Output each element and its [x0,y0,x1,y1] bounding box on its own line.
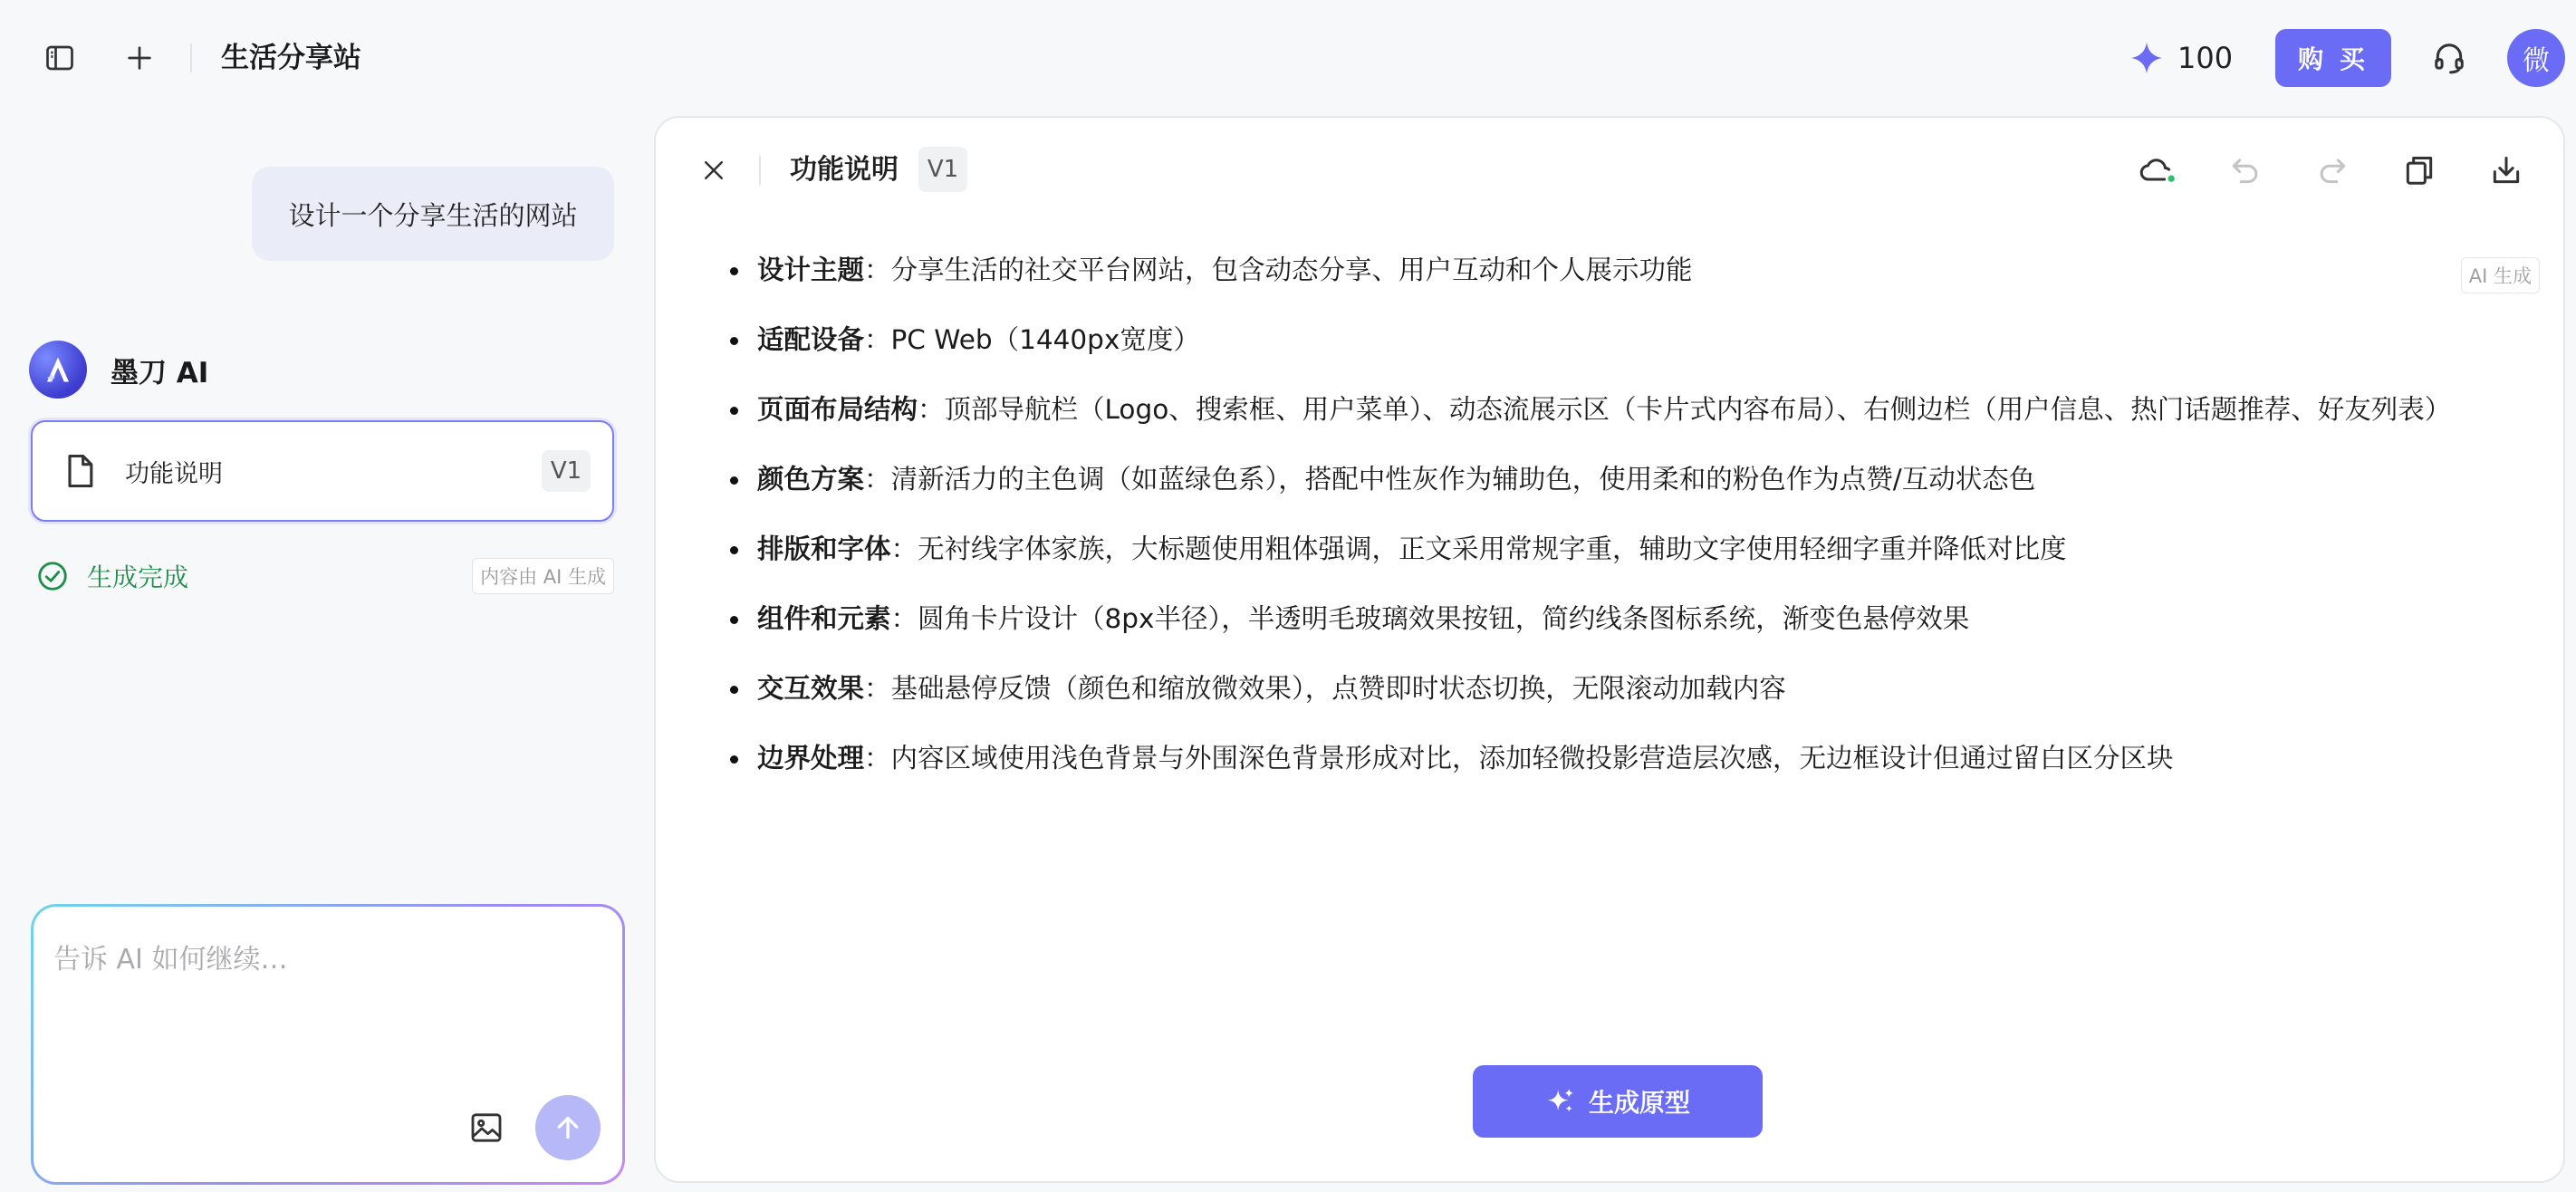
sparkles-icon [1545,1086,1576,1117]
spec-item-text: ：PC Web（1440px宽度） [864,324,1200,355]
generation-status [36,556,614,596]
credits-count: 100 [2177,41,2234,75]
spec-item-text: ：分享生活的社交平台网站，包含动态分享、用户互动和个人展示功能 [864,255,1693,285]
spec-item [730,668,2551,708]
spec-item-key: 排版和字体 [757,534,891,564]
user-avatar[interactable]: 微 [2507,29,2565,87]
spec-item [730,529,2551,569]
redo-button[interactable] [2312,149,2353,192]
spec-item [730,250,2551,290]
plus-icon [124,43,155,73]
panel-title: 功能说明 [790,154,899,186]
cloud-synced-icon [2139,152,2178,188]
top-bar [0,0,2576,116]
headset-icon [2432,41,2466,75]
spec-list [730,250,2551,778]
cloud-sync-button[interactable] [2138,149,2179,192]
upload-image-button[interactable] [465,1106,508,1149]
redo-icon [2315,153,2350,187]
send-button[interactable] [535,1095,601,1160]
spec-item-key: 组件和元素 [757,603,891,634]
sparkle-icon [2129,40,2165,76]
sidebar-icon [43,42,76,74]
document-card-version: V1 [542,450,591,492]
spec-item-key: 边界处理 [757,743,865,774]
undo-icon [2228,153,2263,187]
spec-content [730,250,2551,808]
spec-item-text: ：无衬线字体家族，大标题使用粗体强调，正文采用常规字重，辅助文字使用轻细字重并降低对比度 [890,534,2067,564]
user-message: 设计一个分享生活的网站 [252,167,614,261]
support-button[interactable] [2427,36,2471,80]
assistant-logo-icon [29,341,87,399]
document-card-label: 功能说明 [125,459,223,488]
check-circle-icon [36,560,69,592]
spec-item-text: ：圆角卡片设计（8px半径），半透明毛玻璃效果按钮，简约线条图标系统，渐变色悬停效果 [890,603,1970,634]
close-icon [700,157,727,184]
close-panel-button[interactable] [696,152,732,188]
spec-item-text: ：清新活力的主色调（如蓝绿色系），搭配中性灰作为辅助色，使用柔和的粉色作为点赞/互动状态色 [864,464,2036,495]
spec-item [730,738,2551,778]
spec-item-key: 适配设备 [757,324,865,355]
assistant-header [29,341,208,399]
arrow-up-icon [552,1111,584,1144]
spec-item-text: ：基础悬停反馈（颜色和缩放微效果），点赞即时状态切换，无限滚动加载内容 [864,673,1786,704]
spec-item [730,320,2551,360]
ai-generated-badge: AI 生成 [2461,257,2540,293]
message-composer [31,904,625,1185]
copy-icon [2402,153,2437,187]
image-icon [468,1110,505,1146]
copy-button[interactable] [2398,149,2440,192]
panel-version-badge[interactable]: V1 [918,147,967,192]
spec-item-key: 颜色方案 [757,464,865,495]
status-text: 生成完成 [87,562,189,592]
header-divider [190,43,192,72]
document-icon [60,451,100,491]
undo-button[interactable] [2225,149,2266,192]
download-button[interactable] [2485,149,2527,192]
buy-button[interactable]: 购 买 [2275,29,2391,87]
generate-prototype-label: 生成原型 [1588,1088,1690,1118]
prompt-input[interactable] [53,932,597,986]
document-panel [654,116,2565,1183]
panel-toolbar [2138,149,2527,192]
panel-header [656,118,2563,223]
project-title[interactable]: 生活分享站 [221,42,361,74]
spec-item-key: 交互效果 [757,673,865,704]
toggle-sidebar-button[interactable] [38,36,82,80]
generate-prototype-button[interactable] [1473,1065,1763,1138]
ai-generated-note: 内容由 AI 生成 [472,558,614,594]
new-project-button[interactable] [118,36,161,80]
spec-item [730,389,2551,429]
document-card[interactable] [31,420,614,522]
credits-display[interactable] [2129,34,2233,82]
spec-item-key: 页面布局结构 [757,394,918,425]
assistant-name: 墨刀 AI [111,356,209,389]
spec-item-key: 设计主题 [757,255,865,285]
download-icon [2489,153,2523,187]
spec-item-text: ：顶部导航栏（Logo、搜索框、用户菜单）、动态流展示区（卡片式内容布局）、右侧边栏（用户信息、热门话题推荐、好友列表） [918,394,2452,425]
spec-item [730,459,2551,499]
spec-item [730,599,2551,639]
panel-header-divider [759,156,761,185]
spec-item-text: ：内容区域使用浅色背景与外围深色背景形成对比，添加轻微投影营造层次感，无边框设计但通过留白区分区块 [864,743,2174,774]
